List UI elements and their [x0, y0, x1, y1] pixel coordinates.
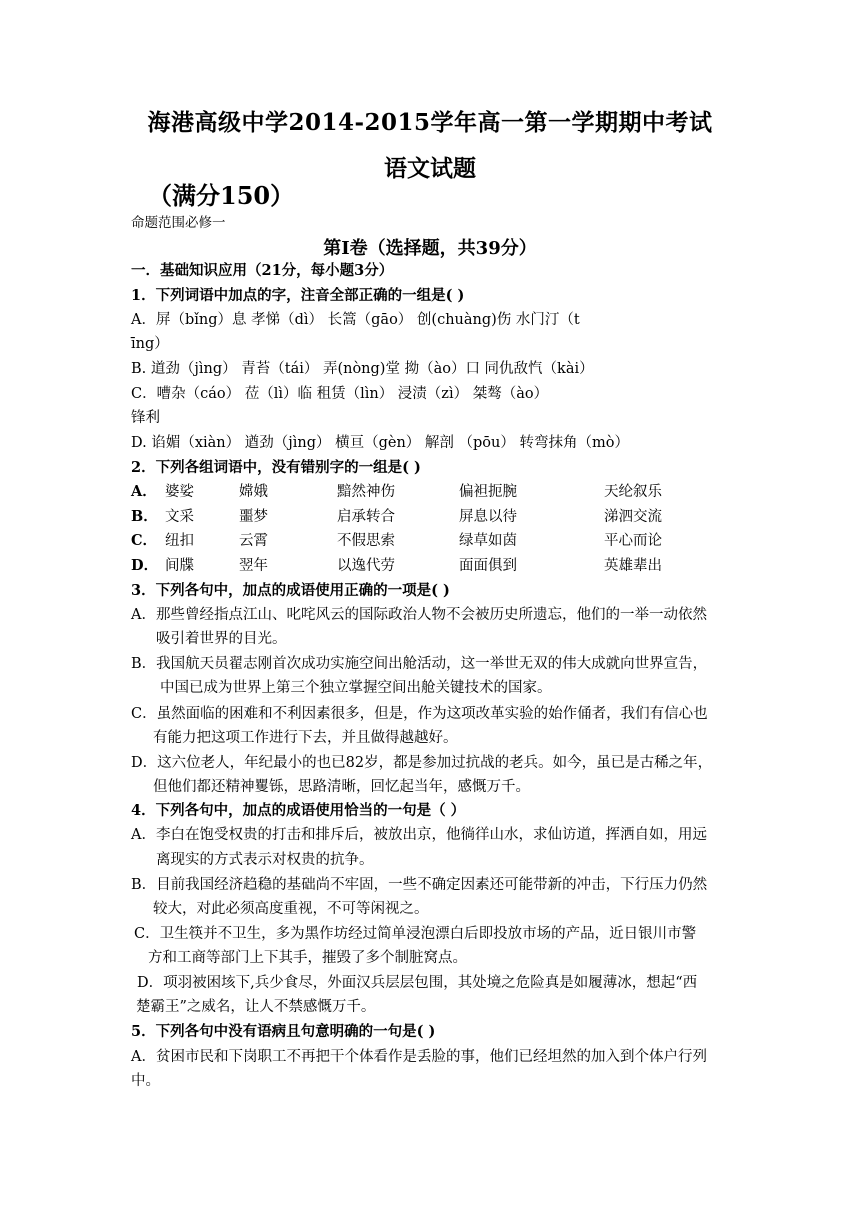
q2-row-label: A． [131, 483, 157, 500]
q3-option-a: A．那些曾经指点江山、叱咤风云的国际政治人物不会被历史所遗忘，他们的一举一动依然 [131, 607, 707, 623]
exam-title: 海港高级中学2014-2015学年高一第一学期期中考试 [147, 109, 713, 136]
q5-stem: 5．下列各句中没有语病且句意明确的一句是( ) [131, 1023, 436, 1040]
q3-option-a-cont: 吸引着世界的目光。 [156, 631, 287, 647]
q2-word: 屏息以待 [459, 509, 517, 525]
q2-word: 面面俱到 [459, 558, 517, 574]
q4-option-d: D．项羽被困垓下,兵少食尽，外面汉兵层层包围，其处境之危险真是如履薄冰，想起“西 [137, 975, 698, 991]
q4-option-d-cont: 楚霸王”之威名，让人不禁感慨万千。 [136, 999, 376, 1015]
q1-option-c: C．嘈杂（cáo） 莅（lì）临 租赁（lìn） 浸渍（zì） 桀骜（ào） [131, 386, 549, 402]
q4-option-c: C．卫生筷并不卫生，多为黑作坊经过简单浸泡漂白后即投放市场的产品，近日银川市警 [134, 926, 697, 942]
q2-word: 英雄辈出 [604, 558, 662, 574]
q2-word: 翌年 [239, 558, 268, 574]
scope-note: 命题范围必修一 [131, 215, 226, 231]
q2-word: 纽扣 [165, 533, 194, 549]
q3-option-b-cont: 中国已成为世界上第三个独立掌握空间出舱关键技术的国家。 [160, 680, 552, 696]
q4-option-b: B．目前我国经济趋稳的基础尚不牢固，一些不确定因素还可能带新的冲击，下行压力仍然 [131, 877, 708, 893]
q4-option-a: A．李白在饱受权贵的打击和排斥后，被放出京，他徜徉山水，求仙访道，挥洒自如，用远 [131, 827, 707, 843]
full-score: （满分150） [148, 181, 295, 210]
q2-word: 间牒 [165, 558, 194, 574]
q2-row-label: B． [131, 508, 158, 525]
exam-subtitle: 语文试题 [384, 155, 476, 182]
q3-option-d: D．这六位老人，年纪最小的也已82岁，都是参加过抗战的老兵。如今，虽已是古稀之年， [131, 755, 713, 771]
part-heading: 一．基础知识应用（21分，每小题3分） [131, 262, 394, 279]
q2-word: 云霄 [239, 533, 268, 549]
q3-option-d-cont: 但他们都还精神矍铄，思路清晰，回忆起当年，感慨万千。 [153, 779, 530, 795]
q3-option-c: C．虽然面临的困难和不利因素很多，但是，作为这项改革实验的始作俑者，我们有信心也 [131, 706, 708, 722]
q3-option-b: B．我国航天员翟志刚首次成功实施空间出舱活动，这一举世无双的伟大成就向世界宣告， [131, 656, 708, 672]
q1-option-a: A．屏（bǐng）息 孝悌（dì） 长篙（gāo） 创(chuàng)伤 水门汀（t [131, 312, 580, 328]
q1-option-d: D. 谄媚（xiàn） 遒劲（jìng） 横亘（gèn） 解剖 （pōu） 转弯抹角（mò） [131, 435, 629, 451]
q2-row-label: C． [131, 532, 158, 549]
q2-word: 平心而论 [604, 533, 662, 549]
q2-word: 黯然神伤 [337, 484, 395, 500]
q3-option-c-cont: 有能力把这项工作进行下去，并且做得越越好。 [153, 730, 458, 746]
q4-stem: 4．下列各句中，加点的成语使用恰当的一句是（ ） [131, 802, 466, 819]
q2-word: 偏袒扼腕 [459, 484, 517, 500]
q4-option-a-cont: 离现实的方式表示对权贵的抗争。 [156, 852, 374, 868]
q2-stem: 2．下列各组词语中，没有错别字的一组是( ) [131, 459, 421, 476]
q2-word: 文采 [165, 509, 194, 525]
q2-word: 涕泗交流 [604, 509, 662, 525]
q5-option-a: A．贫困市民和下岗职工不再把干个体看作是丢脸的事，他们已经坦然的加入到个体户行列 [131, 1049, 707, 1065]
q1-option-c-cont: 锋利 [131, 410, 160, 426]
q2-word: 噩梦 [239, 509, 268, 525]
q2-word: 嫦娥 [239, 484, 268, 500]
q1-stem: 1．下列词语中加点的字，注音全部正确的一组是( ) [131, 287, 465, 304]
q5-option-a-cont: 中。 [131, 1073, 160, 1089]
q2-word: 以逸代劳 [337, 558, 395, 574]
q2-word: 启承转合 [337, 509, 395, 525]
q2-word: 不假思索 [337, 533, 395, 549]
q4-option-b-cont: 较大，对此必须高度重视，不可等闲视之。 [153, 901, 429, 917]
section-title: 第Ⅰ卷（选择题，共39分） [323, 238, 537, 259]
q2-word: 天纶叙乐 [604, 484, 662, 500]
q2-word: 婆娑 [165, 484, 194, 500]
q1-option-b: B. 道劲（jìng） 青苔（tái） 弄(nòng)堂 拗（ào）口 同仇敌忾（kài） [131, 361, 594, 377]
q3-stem: 3．下列各句中，加点的成语使用正确的一项是( ) [131, 582, 450, 599]
q4-option-c-cont: 方和工商等部门上下其手，摧毁了多个制脏窝点。 [148, 950, 467, 966]
q2-row-label: D． [131, 557, 159, 574]
q1-option-a-cont: īng） [131, 336, 169, 352]
q2-word: 绿草如茵 [459, 533, 517, 549]
